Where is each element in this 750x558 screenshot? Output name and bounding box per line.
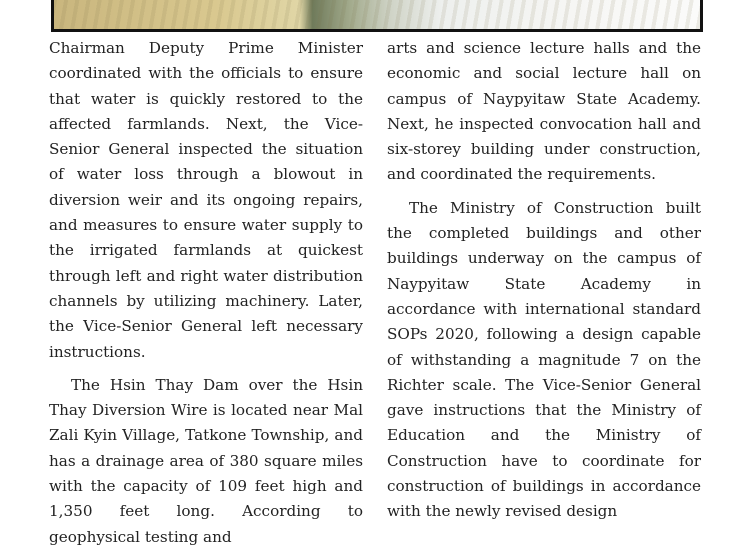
left-paragraph-2: The Hsin Thay Dam over the Hsin Thay Diversion Wire is located near Mal Zali Kyin Village, Tatkone Township, and has a drainage area of 380 square miles with the capacity of 109 feet high and 1,350 feet long. According to geophysical testing and — [49, 375, 363, 546]
left-paragraph-1: Chairman Deputy Prime Minister coordinated with the officials to ensure that water is quickly restored to the affected farmlands. Next, the Vice-Senior General inspected the situation of water loss through a blowout in diversion weir and its ongoing repairs, and measures to ensure water supply to the irrigated farmlands at quickest through left and right water distribution channels by utilizing machinery. Later, the Vice-Senior General left necessary instructions. — [49, 39, 363, 361]
right-paragraph-2: The Ministry of Construction built the completed buildings and other buildings underway on the campus of Naypyitaw State Academy in accordance with international standard SOPs 2020, following a design capable of withstanding a magnitude 7 on the Richter scale. The Vice-Senior General gave instructions that the Ministry of Education and the Ministry of Construction have to coordinate for construction of buildings in accordance with the newly revised design — [387, 198, 701, 521]
photo-texture — [54, 0, 700, 29]
right-paragraph-1: arts and science lecture halls and the economic and social lecture hall on campus of Naypyitaw State Academy. Next, he inspected convocation hall and six-storey building under construction, and coordinated the requirements. — [387, 39, 701, 184]
right-column — [387, 36, 701, 533]
left-column — [49, 36, 363, 558]
article-photo — [51, 0, 703, 32]
